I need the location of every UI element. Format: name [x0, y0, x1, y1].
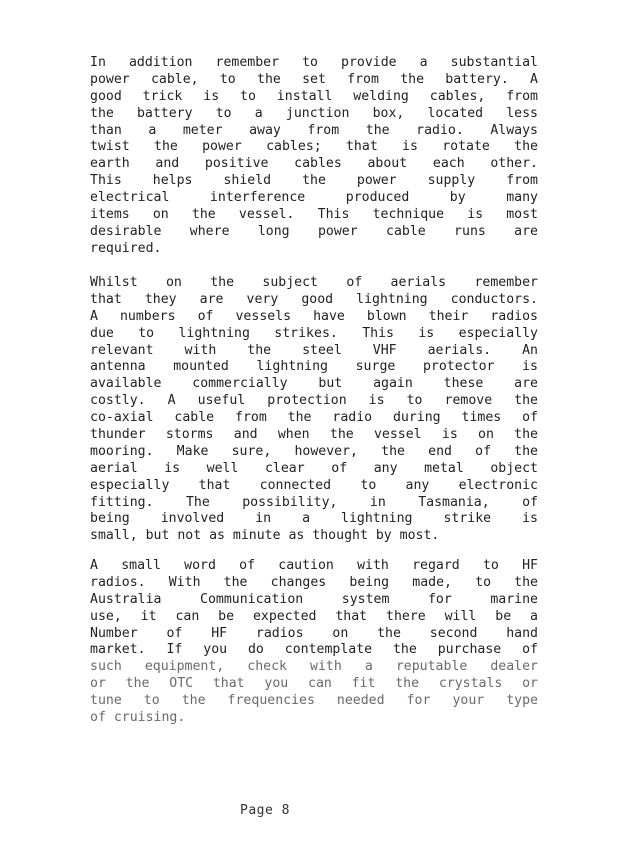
text-line: In addition remember to provide a substantial: [90, 55, 538, 70]
text-line: of cruising.: [90, 710, 186, 726]
text-line: or the OTC that you can fit the crystals or: [90, 676, 538, 692]
text-line: costly. A useful protection is to remove the: [90, 393, 538, 409]
text-line: especially that connected to any electronic: [90, 477, 538, 493]
text-line: fitting. The possibility, in Tasmania, of: [90, 494, 538, 510]
text-line: twist the power cables; that is rotate the: [90, 139, 538, 155]
text-line: radios. With the changes being made, to the: [90, 574, 538, 590]
text-line: This helps shield the power supply from: [90, 173, 538, 189]
text-line: A small word of caution with regard to HF: [90, 558, 538, 573]
text-line: electrical interference produced by many: [90, 190, 538, 206]
text-line: items on the vessel. This technique is most: [90, 207, 538, 223]
text-line: mooring. Make sure, however, the end of the: [90, 443, 538, 459]
text-line: desirable where long power cable runs are: [90, 223, 538, 239]
text-line: A numbers of vessels have blown their radios: [90, 308, 538, 324]
text-line: required.: [90, 240, 162, 256]
text-line: Australia Communication system for marine: [90, 591, 538, 607]
text-line: small, but not as minute as thought by most.: [90, 528, 440, 544]
text-line: tune to the frequencies needed for your type: [90, 693, 538, 709]
text-line: available commercially but again these are: [90, 376, 538, 392]
text-line: antenna mounted lightning surge protector is: [90, 359, 538, 375]
text-line: aerial is well clear of any metal object: [90, 460, 538, 476]
paragraph-aerials-lightning: [90, 275, 538, 545]
text-line: market. If you do contemplate the purchase of: [90, 642, 538, 658]
text-line: power cable, to the set from the battery. A: [90, 71, 538, 87]
text-line: Number of HF radios on the second hand: [90, 625, 538, 641]
text-line: Whilst on the subject of aerials remember: [90, 275, 538, 290]
text-line: use, it can be expected that there will be a: [90, 608, 538, 624]
text-line: the battery to a junction box, located less: [90, 105, 538, 121]
text-line: relevant with the steel VHF aerials. An: [90, 342, 538, 358]
text-line: earth and positive cables about each other.: [90, 156, 538, 172]
text-line: that they are very good lightning conductors.: [90, 291, 538, 307]
text-line: co-axial cable from the radio during times of: [90, 410, 538, 426]
paragraph-hf-radios: [90, 558, 538, 727]
text-line: due to lightning strikes. This is especially: [90, 325, 538, 341]
text-line: such equipment, check with a reputable dealer: [90, 659, 538, 675]
text-line: thunder storms and when the vessel is on the: [90, 427, 538, 443]
text-line: good trick is to install welding cables, from: [90, 88, 538, 104]
text-line: than a meter away from the radio. Always: [90, 122, 538, 138]
paragraph-power-cable: [90, 55, 538, 258]
page-number: Page 8: [240, 803, 290, 818]
text-line: being involved in a lightning strike is: [90, 511, 538, 527]
